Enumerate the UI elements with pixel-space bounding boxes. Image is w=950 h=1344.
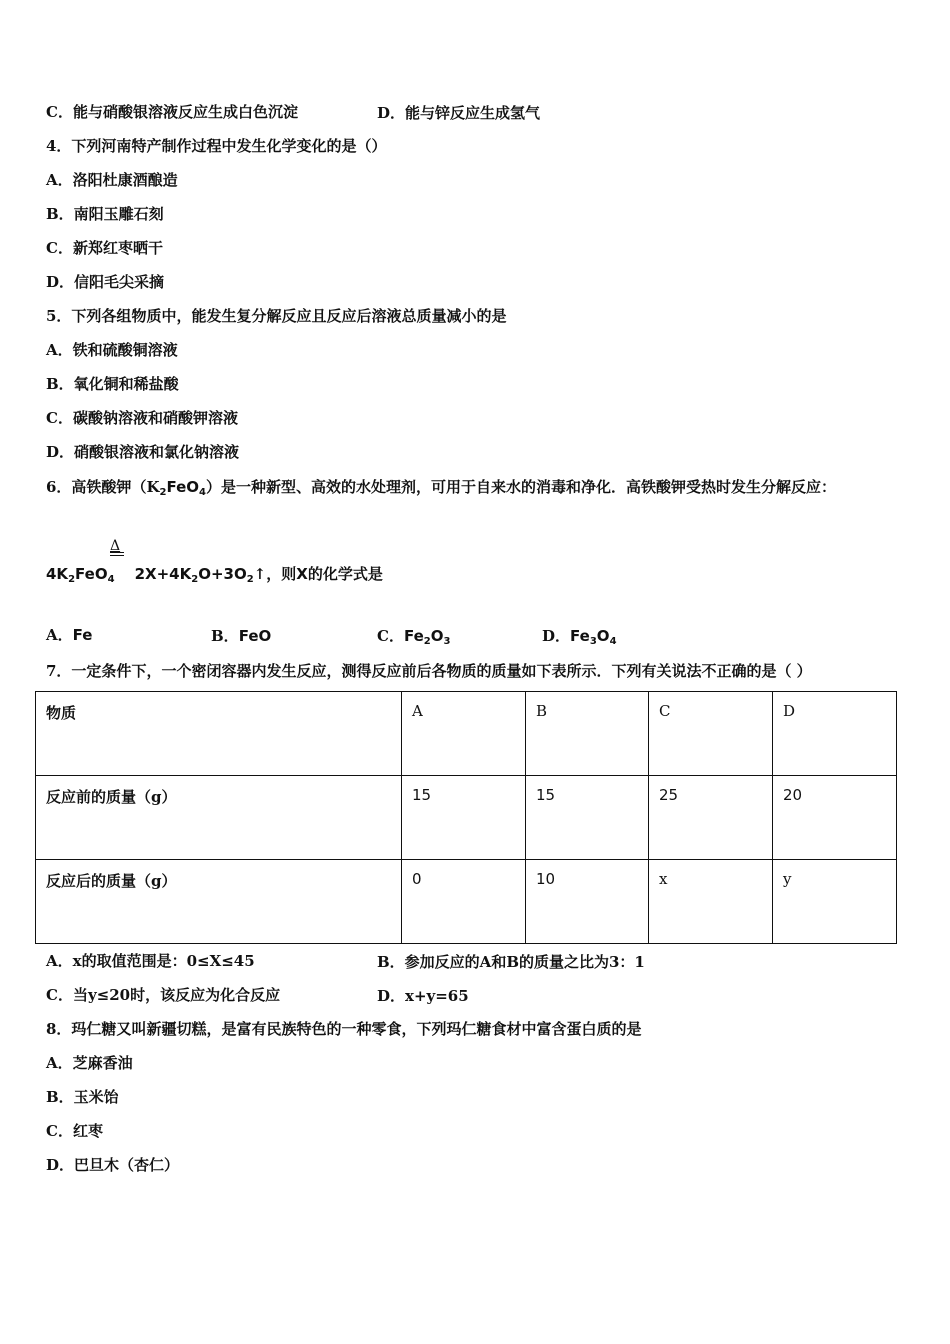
q3-option-c: C．能与硝酸银溶液反应生成白色沉淀 — [46, 103, 298, 121]
q5-option-c: C．碳酸钠溶液和硝酸钾溶液 — [46, 409, 238, 427]
q5-option-b: B．氧化铜和稀盐酸 — [46, 375, 179, 393]
reaction-equals-sign — [110, 552, 124, 556]
q7-option-d: D．x+y=65 — [377, 987, 469, 1005]
q7-option-c: C．当y≤20时，该反应为化合反应 — [46, 986, 281, 1004]
table-cell: 反应后的质量（g） — [36, 860, 402, 944]
q7-option-a: A．x的取值范围是：0≤X≤45 — [46, 952, 255, 970]
q4-stem: 4．下列河南特产制作过程中发生化学变化的是（） — [46, 137, 387, 155]
table-cell: 0 — [402, 860, 526, 944]
q8-option-d: D．巴旦木（杏仁） — [46, 1156, 180, 1174]
q7-stem: 7．一定条件下，一个密闭容器内发生反应，测得反应前后各物质的质量如下表所示．下列有关说法不正确的是（ ） — [46, 662, 812, 680]
heat-delta-symbol: Δ — [110, 538, 121, 554]
q4-option-b: B．南阳玉雕石刻 — [46, 205, 164, 223]
table-cell: 15 — [526, 776, 649, 860]
table-cell: A — [402, 692, 526, 776]
q8-option-c: C．红枣 — [46, 1122, 103, 1140]
mass-table — [35, 691, 897, 944]
table-row — [36, 860, 897, 944]
q7-option-b: B．参加反应的A和B的质量之比为3：1 — [377, 953, 645, 971]
q5-option-d: D．硝酸银溶液和氯化钠溶液 — [46, 443, 240, 461]
table-cell: 15 — [402, 776, 526, 860]
q4-option-c: C．新郑红枣晒干 — [46, 239, 163, 257]
q6-option-d: D．$Fe_3O_4$ — [542, 627, 617, 647]
q4-option-d: D．信阳毛尖采摘 — [46, 273, 165, 291]
table-cell: 25 — [649, 776, 773, 860]
table-cell: D — [773, 692, 897, 776]
q8-stem: 8．玛仁糖又叫新疆切糕，是富有民族特色的一种零食，下列玛仁糖食材中富含蛋白质的是 — [46, 1020, 642, 1038]
q6-equation: $4K_2FeO_4$ $2X+4K_2O+3O_2↑$，则X的化学式是 — [46, 565, 383, 585]
q4-option-a: A．洛阳杜康酒酿造 — [46, 171, 178, 189]
q5-stem: 5．下列各组物质中，能发生复分解反应且反应后溶液总质量减小的是 — [46, 307, 507, 325]
table-cell: B — [526, 692, 649, 776]
table-cell: y — [773, 860, 897, 944]
table-cell: x — [649, 860, 773, 944]
table-cell: C — [649, 692, 773, 776]
q8-option-a: A．芝麻香油 — [46, 1054, 133, 1072]
table-cell: 20 — [773, 776, 897, 860]
q8-option-b: B．玉米饴 — [46, 1088, 119, 1106]
q6-stem: 6．高铁酸钾$(K_2FeO_4)$是一种新型、高效的水处理剂，可用于自来水的消毒和净化．高铁酸钾受热时发生分解反应： — [46, 478, 837, 498]
q5-option-a: A．铁和硫酸铜溶液 — [46, 341, 178, 359]
q6-option-b: B．FeO — [211, 627, 272, 645]
q6-option-a: A．Fe — [46, 626, 93, 644]
table-header-row — [36, 692, 897, 776]
table-cell: 反应前的质量（g） — [36, 776, 402, 860]
table-row — [36, 776, 897, 860]
q3-option-d: D．能与锌反应生成氢气 — [377, 104, 541, 122]
q6-option-c: C．$Fe_2O_3$ — [377, 627, 451, 647]
table-cell: 10 — [526, 860, 649, 944]
table-cell: 物质 — [36, 692, 402, 776]
